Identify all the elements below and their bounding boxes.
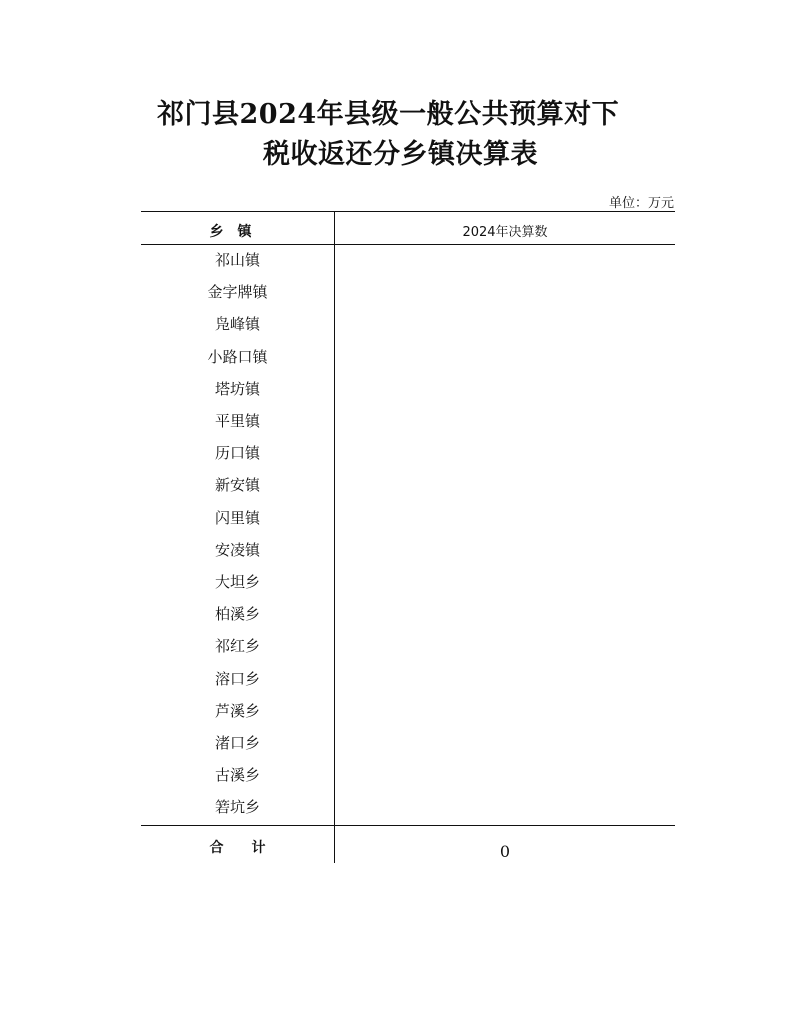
table-row: 渚口乡 <box>214 734 260 752</box>
document-title-line2: 税收返还分乡镇决算表 <box>263 139 538 170</box>
row-value <box>335 534 675 566</box>
table-row: 芦溪乡 <box>214 701 260 720</box>
table-row: 历口镇 <box>214 444 260 463</box>
row-value <box>335 566 675 598</box>
table-row: 凫峰镇 <box>214 315 260 334</box>
row-value <box>335 502 675 534</box>
table-row: 金字牌镇 <box>207 283 268 302</box>
table-row: 溶口乡 <box>214 669 260 688</box>
table-row: 安凌镇 <box>214 540 260 559</box>
row-value <box>335 308 675 340</box>
row-value <box>335 791 675 823</box>
row-value <box>335 630 675 662</box>
budget-table <box>141 211 675 863</box>
table-row: 祁红乡 <box>214 637 260 656</box>
table-row: 古溪乡 <box>214 766 260 785</box>
table-row: 平里镇 <box>214 412 260 430</box>
row-value <box>335 373 675 405</box>
row-value <box>335 759 675 791</box>
total-top-rule <box>141 825 675 826</box>
row-value <box>335 695 675 727</box>
row-value <box>335 244 675 276</box>
row-value <box>335 437 675 469</box>
table-top-rule <box>141 211 675 212</box>
table-row: 闪里镇 <box>214 508 260 527</box>
row-value <box>335 727 675 759</box>
document-title-line1: 祁门县2024年县级一般公共预算对下 <box>157 99 620 130</box>
row-value <box>335 469 675 501</box>
table-row: 塔坊镇 <box>214 379 260 398</box>
total-label: 合计 <box>209 840 294 856</box>
row-value <box>335 341 675 373</box>
header-amount: 2024年决算数 <box>462 225 548 240</box>
table-row: 柏溪乡 <box>214 605 260 624</box>
row-value <box>335 405 675 437</box>
table-row: 小路口镇 <box>207 347 268 366</box>
row-value <box>335 276 675 308</box>
unit-label: 单位：万元 <box>608 196 674 211</box>
table-row: 新安镇 <box>214 476 260 495</box>
row-value <box>335 598 675 630</box>
total-value: 0 <box>499 842 511 861</box>
table-row: 大坦乡 <box>214 573 260 591</box>
table-row: 箬坑乡 <box>214 798 260 817</box>
header-town: 乡镇 <box>209 224 266 240</box>
row-value <box>335 663 675 695</box>
table-row: 祁山镇 <box>214 251 260 269</box>
